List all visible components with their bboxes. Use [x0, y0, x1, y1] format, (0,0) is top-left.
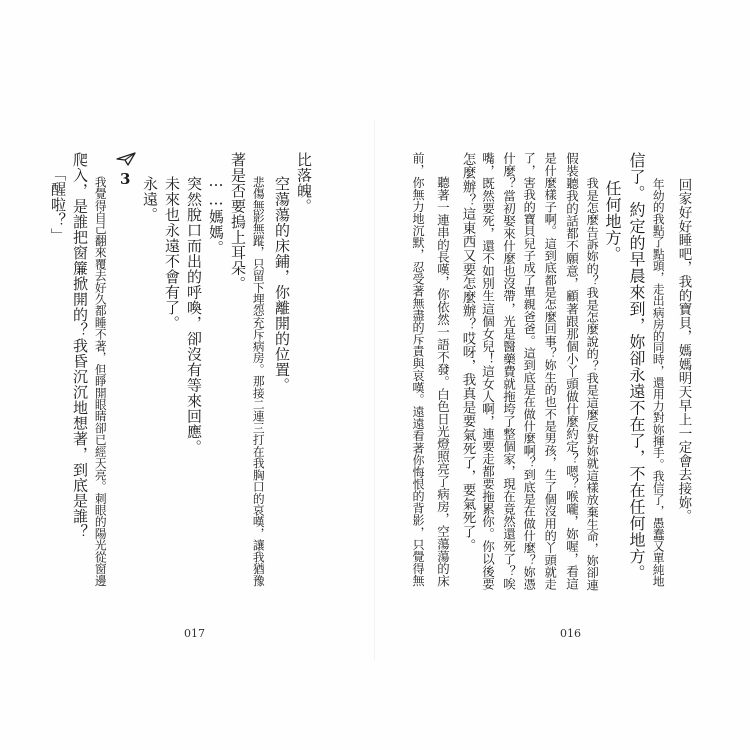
italic-line: 嘴，既然要死，還不如別生這個女兒！這女人啊，連要走都要拖累你。你以後要	[480, 152, 496, 591]
text-column: 悲傷無影無蹤，只留下埋怨充斥病房。那接二連三打在我胸口的哀嘆，讓我猶豫	[251, 176, 266, 587]
text-column: 比落魄。	[295, 152, 313, 214]
text-column: 前，你無力地沉默，忍受著無盡的斥責與哀嘆。遠遠看著你悔恨的背影，只覺得無	[411, 152, 426, 587]
text-column: 永遠。	[141, 176, 159, 223]
text-column: 我覺得自己翻來覆去好久都睡不著，但睜開眼睛卻已經天亮。刺眼的陽光從窗邊	[93, 176, 108, 587]
text-column: 信了。約定的早晨來到，妳卻永遠不在了，不在任何地方。	[627, 152, 646, 581]
italic-line: 是什麼樣子啊。這到底都是怎麼回事？妳生的也不是男孩，生了個沒用的丫頭就走	[543, 152, 558, 591]
page-number: 017	[184, 627, 205, 640]
text-column: 空蕩蕩的床鋪，你離開的位置。	[273, 176, 291, 393]
italic-line: 回家好好睡吧，我的寶貝，媽媽明天早上一定會去接妳。	[675, 178, 692, 523]
italic-line: 我是怎麼告訴妳的？我是怎麼說的？我是這麼反對妳就這樣放棄生命，妳卻連	[585, 177, 600, 591]
text-column: 爬入，是誰把窗簾掀開的？我昏沉沉地想著，到底是誰？	[71, 152, 89, 540]
text-column: 突然脫口而出的呼喚，卻沒有等來回應。	[185, 176, 203, 455]
gutter	[374, 120, 375, 660]
italic-line: 假裝聽我的話都不願意，顧著跟那個小丫頭做什麼約定？嗯？喉嚨，妳喔，看這	[564, 152, 580, 591]
page-number: 016	[560, 627, 581, 640]
italic-line: 什麼？當初娶來什麼也沒帶，光是醫藥費就拖垮了整個家，現在竟然還死了？唉	[501, 152, 517, 591]
text-column: 未來也永遠不會有了。	[163, 176, 181, 331]
chapter-marker	[114, 152, 138, 196]
text-column: 聽著一連串的長嘆，你依然一語不發。白色日光燈照亮了病房，空蕩蕩的床	[435, 176, 451, 588]
text-column: 年幼的我點了點頭，走出病房的同時，還用力對妳揮手。我信了，愚蠢又單純地	[651, 178, 666, 588]
text-column: 「醒啦？」	[49, 166, 67, 244]
paper-plane-icon	[116, 152, 136, 166]
chapter-number: 3	[120, 170, 131, 188]
text-column: ……媽媽。	[207, 172, 225, 256]
italic-line: 了，害我的寶貝兒子成了單親爸爸。這到底是在做什麼啊？到底是在做什麼？妳憑	[522, 152, 537, 591]
text-column: 著是否要摀上耳朵。	[229, 152, 247, 292]
italic-line: 怎麼辦？這東西又要怎麼辦？哎呀，我真是要氣死了，要氣死了。	[459, 152, 476, 553]
text-column: 任何地方。	[603, 180, 622, 263]
